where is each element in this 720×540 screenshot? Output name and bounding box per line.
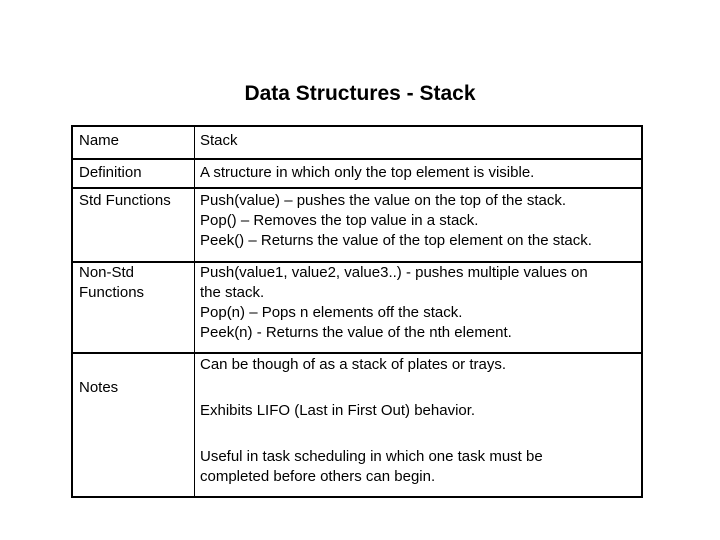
row-non-std-functions-label [79,263,144,303]
std-function-line: Pop() – Removes the top value in a stack. [200,212,479,229]
row-notes-value-1 [200,355,506,375]
row-divider [73,158,641,160]
row-std-functions-value [200,191,592,251]
page-title-text: Data Structures - Stack [244,82,476,105]
row-name-value-text: Stack [200,132,238,149]
non-std-function-line: Pop(n) – Pops n elements off the stack. [200,304,463,321]
notes-line: Can be though of as a stack of plates or trays. [200,356,507,373]
row-divider [73,352,641,354]
row-notes-label-text: Notes [79,379,119,396]
row-name-value [200,131,238,151]
row-name-label [79,131,119,151]
row-definition-label-text: Definition [79,164,142,181]
row-name-label-text: Name [79,132,120,149]
row-notes-value-2 [200,401,475,421]
row-non-std-functions-value [200,263,588,343]
stack-table [71,125,643,498]
row-divider [73,187,641,189]
column-divider [194,127,195,496]
row-definition-value [200,163,534,183]
page-title [0,80,720,108]
row-notes-label [79,378,118,398]
std-function-line: Push(value) – pushes the value on the top of the stack. [200,192,567,209]
row-std-functions-label [79,191,171,211]
row-definition-value-text: A structure in which only the top element is visible. [200,164,535,181]
row-std-functions-label-text: Std Functions [79,192,171,209]
non-std-function-line: the stack. [200,284,265,301]
notes-line: Useful in task scheduling in which one task must be [200,448,543,465]
row-non-std-functions-label-line: Non-Std [79,264,135,281]
row-definition-label [79,163,142,183]
notes-line: completed before others can begin. [200,468,436,485]
notes-line: Exhibits LIFO (Last in First Out) behavior. [200,402,476,419]
row-notes-value-3 [200,447,543,487]
non-std-function-line: Push(value1, value2, value3..) - pushes multiple values on [200,264,588,281]
non-std-function-line: Peek(n) - Returns the value of the nth element. [200,324,512,341]
std-function-line: Peek() – Returns the value of the top element on the stack. [200,232,592,249]
row-non-std-functions-label-line: Functions [79,284,145,301]
